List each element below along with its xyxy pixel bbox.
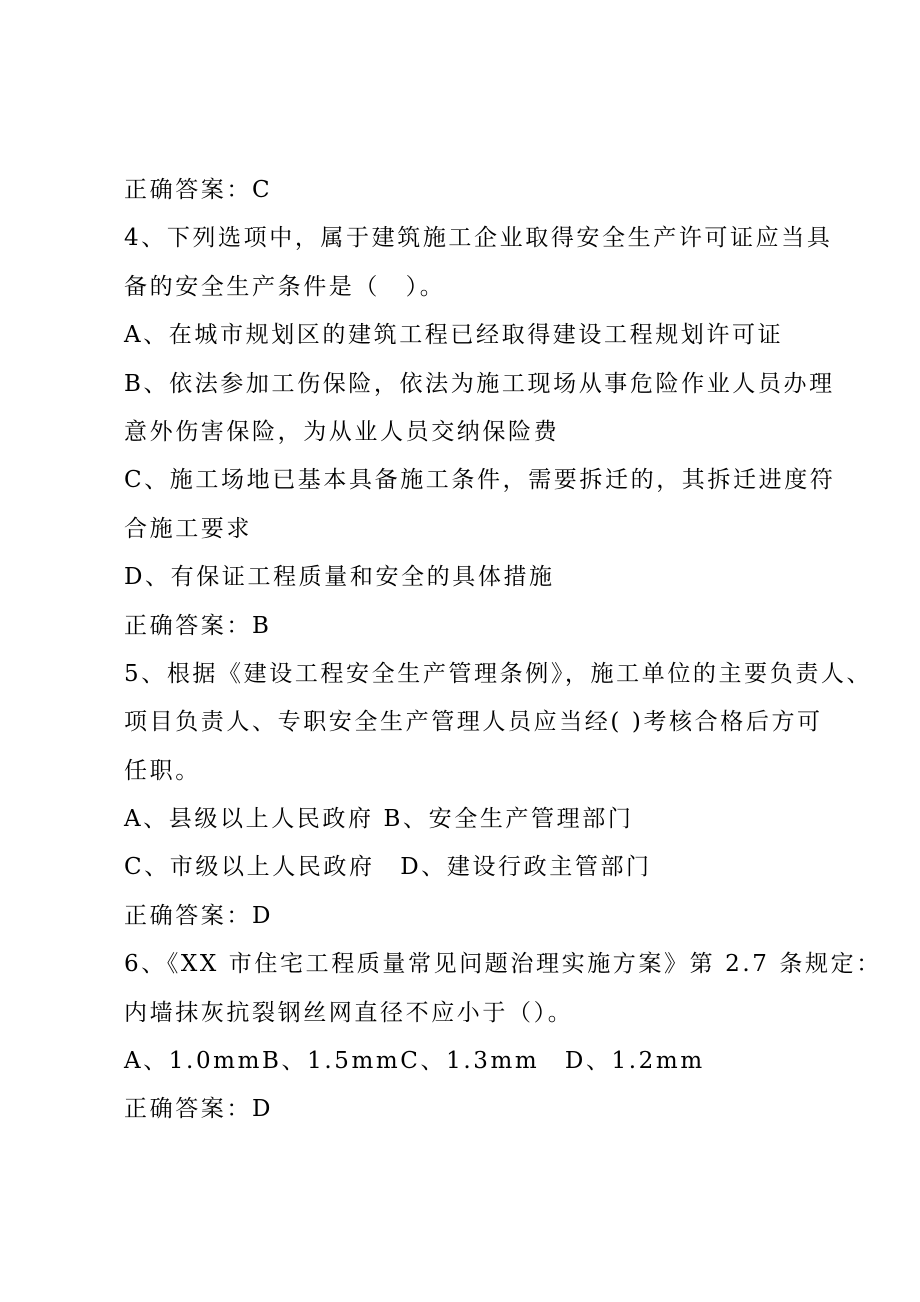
document-body — [124, 166, 882, 1134]
answer-line-q3: 正确答案：C — [124, 177, 273, 203]
question-6-text: 6、《XX 市住宅工程质量常见问题治理实施方案》第 2.7 条规定： — [124, 951, 882, 978]
question-4-option-a: A、在城市规划区的建筑工程已经取得建设工程规划许可证 — [124, 322, 784, 349]
question-4-option-d: D、有保证工程质量和安全的具体措施 — [124, 564, 555, 591]
question-5-text: 5、根据《建设工程安全生产管理条例》，施工单位的主要负责人、 — [124, 660, 873, 687]
question-4-text: 4、下列选项中，属于建筑施工企业取得安全生产许可证应当具 — [124, 225, 833, 252]
answer-line-q4: 正确答案：B — [124, 612, 272, 639]
question-5-options-ab: A、县级以上人民政府 B、安全生产管理部门 — [124, 806, 634, 833]
answer-line-q6: 正确答案：D — [124, 1096, 274, 1123]
question-4-option-c-cont: 合施工要求 — [124, 515, 252, 542]
question-4-option-c: C、施工场地已基本具备施工条件，需要拆迁的，其拆迁进度符 — [124, 467, 836, 494]
question-5-text-cont: 项目负责人、专职安全生产管理人员应当经( )考核合格后方可 — [124, 709, 823, 736]
question-4-option-b: B、依法参加工伤保险，依法为施工现场从事危险作业人员办理 — [124, 370, 835, 397]
answer-line-q5: 正确答案：D — [124, 902, 274, 929]
question-5-text-end: 任职。 — [124, 757, 201, 784]
question-4-option-b-cont: 意外伤害保险，为从业人员交纳保险费 — [124, 418, 560, 445]
question-4-text-cont: 备的安全生产条件是（ ）。 — [124, 273, 446, 300]
question-6-text-cont: 内墙抹灰抗裂钢丝网直径不应小于（）。 — [124, 999, 574, 1026]
question-5-options-cd: C、市级以上人民政府 D、建设行政主管部门 — [124, 854, 652, 881]
question-6-options: A、1.0mmB、1.5mmC、1.3mm D、1.2mm — [124, 1048, 705, 1075]
